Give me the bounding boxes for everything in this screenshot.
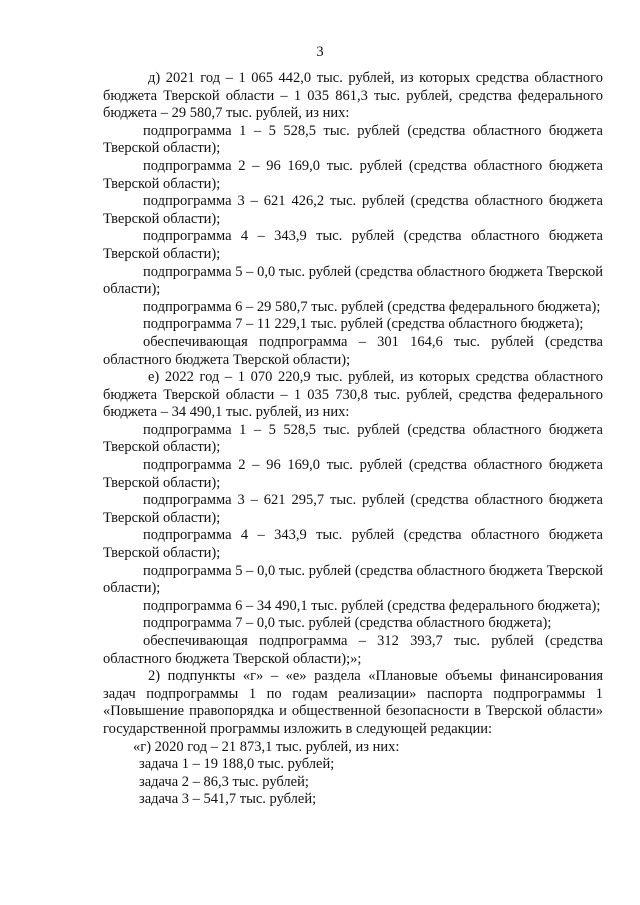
paragraph: подпрограмма 7 – 0,0 тыс. рублей (средства областного бюджета); bbox=[143, 615, 552, 632]
page-number: 3 bbox=[316, 44, 324, 60]
paragraph: задача 2 – 86,3 тыс. рублей; bbox=[139, 773, 309, 790]
paragraph: подпрограмма 3 – 621 295,7 тыс. рублей (средства областного бюджета Тверской области); bbox=[103, 492, 603, 526]
paragraph: подпрограмма 4 – 343,9 тыс. рублей (средства областного бюджета Тверской области); bbox=[103, 228, 603, 262]
paragraph: подпрограмма 2 – 96 169,0 тыс. рублей (средства областного бюджета Тверской области); bbox=[103, 157, 603, 192]
paragraph: задача 1 – 19 188,0 тыс. рублей; bbox=[139, 756, 335, 773]
paragraph: задача 3 – 541,7 тыс. рублей; bbox=[139, 791, 317, 808]
paragraph: е) 2022 год – 1 070 220,9 тыс. рублей, из которых средства областного бюджета Тверской области – 1 035 730,8 тыс. рублей, средства федерального бюджета – 34 490,1 тыс. рублей, из них: bbox=[103, 369, 603, 421]
paragraph: подпрограмма 1 – 5 528,5 тыс. рублей (средства областного бюджета Тверской области); bbox=[103, 421, 603, 456]
paragraph: д) 2021 год – 1 065 442,0 тыс. рублей, из которых средства областного бюджета Тверской области – 1 035 861,3 тыс. рублей, средства федерального бюджета – 29 580,7 тыс. рублей, из них: bbox=[103, 70, 603, 122]
paragraph: обеспечивающая подпрограмма – 312 393,7 тыс. рублей (средства областного бюджета Тверской области);»; bbox=[103, 633, 603, 667]
paragraph: обеспечивающая подпрограмма – 301 164,6 тыс. рублей (средства областного бюджета Тверской области); bbox=[103, 333, 603, 368]
paragraph: подпрограмма 6 – 29 580,7 тыс. рублей (средства федерального бюджета); bbox=[143, 298, 601, 315]
paragraph: подпрограмма 6 – 34 490,1 тыс. рублей (средства федерального бюджета); bbox=[143, 597, 601, 614]
paragraph: подпрограмма 3 – 621 426,2 тыс. рублей (средства областного бюджета Тверской области); bbox=[103, 193, 603, 227]
paragraph: «г) 2020 год – 21 873,1 тыс. рублей, из них: bbox=[133, 738, 400, 755]
paragraph: подпрограмма 1 – 5 528,5 тыс. рублей (средства областного бюджета Тверской области); bbox=[103, 122, 603, 157]
paragraph: подпрограмма 2 – 96 169,0 тыс. рублей (средства областного бюджета Тверской области); bbox=[103, 457, 603, 491]
paragraph: подпрограмма 4 – 343,9 тыс. рублей (средства областного бюджета Тверской области); bbox=[103, 527, 603, 562]
paragraph: 2) подпункты «г» – «е» раздела «Плановые объемы финансирования задач подпрограммы 1 по годам реализации» паспорта подпрограммы 1 «Повышение правопорядка и общественной безопасности в Тверской области» государственной программы изложить в следующей редакции: bbox=[103, 668, 603, 737]
paragraph: подпрограмма 7 – 11 229,1 тыс. рублей (средства областного бюджета); bbox=[143, 316, 584, 333]
paragraph: подпрограмма 5 – 0,0 тыс. рублей (средства областного бюджета Тверской области); bbox=[103, 263, 603, 298]
paragraph: подпрограмма 5 – 0,0 тыс. рублей (средства областного бюджета Тверской области); bbox=[103, 562, 603, 597]
document-body bbox=[103, 70, 603, 809]
